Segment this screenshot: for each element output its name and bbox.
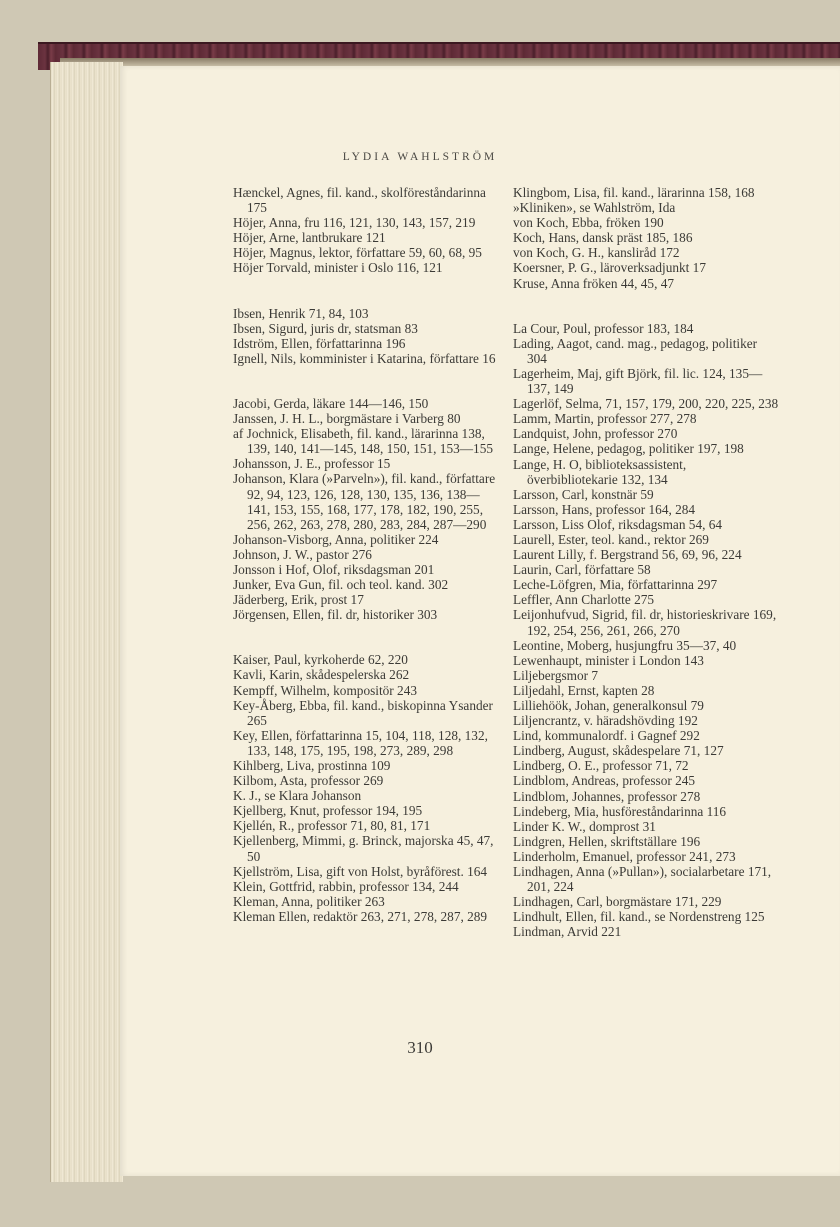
index-entry: Höjer, Magnus, lektor, författare 59, 60, 68, 95 bbox=[233, 245, 482, 261]
index-entry: Kaiser, Paul, kyrkoherde 62, 220 bbox=[233, 652, 408, 668]
index-entry: Lagerheim, Maj, gift Björk, fil. lic. 124, 135—137, 149 bbox=[513, 365, 763, 397]
index-group bbox=[233, 306, 500, 366]
index-entry: Leontine, Moberg, husjungfru 35—37, 40 bbox=[513, 637, 737, 653]
index-entry: Key-Åberg, Ebba, fil. kand., biskopinna Ysander 265 bbox=[233, 697, 493, 728]
index-entry: Ignell, Nils, komminister i Katarina, författare 16 bbox=[233, 350, 496, 366]
index-entry: Kleman Ellen, redaktör 263, 271, 278, 287, 289 bbox=[233, 908, 488, 924]
index-entry: La Cour, Poul, professor 183, 184 bbox=[513, 320, 694, 336]
index-entry: Lindblom, Andreas, professor 245 bbox=[513, 773, 696, 789]
index-entry: Leche-Löfgren, Mia, författarinna 297 bbox=[513, 577, 718, 593]
index-entry: Lewenhaupt, minister i London 143 bbox=[513, 652, 704, 668]
page-stack-edges bbox=[50, 62, 123, 1182]
index-entry: Jörgensen, Ellen, fil. dr, historiker 303 bbox=[233, 607, 438, 623]
index-entry: Linderholm, Emanuel, professor 241, 273 bbox=[513, 848, 736, 864]
index-entry: Kempff, Wilhelm, kompositör 243 bbox=[233, 682, 418, 698]
index-entry: Lange, H. O, biblioteksassistent, överbibliotekarie 132, 134 bbox=[513, 456, 687, 487]
index-entry: Kjellberg, Knut, professor 194, 195 bbox=[233, 803, 423, 819]
index-entry: K. J., se Klara Johanson bbox=[233, 788, 362, 804]
index-entry: Höjer, Arne, lantbrukare 121 bbox=[233, 230, 386, 246]
index-entry: Larsson, Liss Olof, riksdagsman 54, 64 bbox=[513, 516, 723, 532]
index-entry: Leffler, Ann Charlotte 275 bbox=[513, 592, 655, 608]
index-entry: Kavli, Karin, skådespelerska 262 bbox=[233, 667, 410, 683]
index-entry: Lindman, Arvid 221 bbox=[513, 924, 622, 940]
index-entry: Johanson, Klara (»Parveln»), fil. kand., författare 92, 94, 123, 126, 128, 130, 135, 136, 138—141, 153, 155, 168, 177, 178, 182, 190, 255, 256, 262, 263, 278, 280, 283, 284, 287—290 bbox=[233, 471, 496, 532]
index-entry: Landquist, John, professor 270 bbox=[513, 426, 678, 442]
index-entry: Koersner, P. G., läroverksadjunkt 17 bbox=[513, 260, 706, 276]
index-entry: Janssen, J. H. L., borgmästare i Varberg 80 bbox=[233, 411, 461, 427]
index-entry: Larsson, Hans, professor 164, 284 bbox=[513, 501, 696, 517]
index-entry: Key, Ellen, författarinna 15, 104, 118, 128, 132, 133, 148, 175, 195, 198, 273, 289, 298 bbox=[233, 727, 488, 758]
index-group bbox=[513, 185, 780, 291]
index-entry: Junker, Eva Gun, fil. och teol. kand. 302 bbox=[233, 577, 449, 593]
index-entry: Laurent Lilly, f. Bergstrand 56, 69, 96, 224 bbox=[513, 547, 742, 563]
index-entry: Höjer Torvald, minister i Oslo 116, 121 bbox=[233, 260, 443, 276]
index-entry: Kleman, Anna, politiker 263 bbox=[233, 893, 385, 909]
index-entry: Lading, Aagot, cand. mag., pedagog, politiker 304 bbox=[513, 335, 758, 366]
index-entry: von Koch, Ebba, fröken 190 bbox=[513, 215, 664, 231]
index-entry: Hænckel, Agnes, fil. kand., skolföreståndarinna 175 bbox=[233, 185, 486, 216]
index-entry: Johanson-Visborg, Anna, politiker 224 bbox=[233, 531, 439, 547]
index-entry: Johansson, J. E., professor 15 bbox=[233, 456, 391, 472]
index-entry: Höjer, Anna, fru 116, 121, 130, 143, 157, 219 bbox=[233, 215, 476, 231]
index-entry: Lagerlöf, Selma, 71, 157, 179, 200, 220, 225, 238 bbox=[513, 396, 779, 412]
index-entry: Lindgren, Hellen, skriftställare 196 bbox=[513, 833, 701, 849]
index-entry: Jacobi, Gerda, läkare 144—146, 150 bbox=[233, 395, 429, 411]
index-entry: Laurin, Carl, författare 58 bbox=[513, 562, 651, 578]
index-entry: Liljedahl, Ernst, kapten 28 bbox=[513, 682, 655, 698]
index-entry: Lindberg, O. E., professor 71, 72 bbox=[513, 758, 689, 774]
index-entry: Kruse, Anna fröken 44, 45, 47 bbox=[513, 275, 675, 291]
index-group bbox=[513, 321, 780, 940]
index-entry: Lamm, Martin, professor 277, 278 bbox=[513, 411, 697, 427]
index-group bbox=[233, 185, 500, 276]
index-entry: Klingbom, Lisa, fil. kand., lärarinna 158, 168 bbox=[513, 185, 755, 200]
index-entry: Larsson, Carl, konstnär 59 bbox=[513, 486, 654, 502]
index-column-right bbox=[513, 185, 780, 940]
index-entry: Lindeberg, Mia, husföreståndarinna 116 bbox=[513, 803, 727, 819]
index-entry: »Kliniken», se Wahlström, Ida bbox=[513, 200, 676, 216]
index-entry: von Koch, G. H., kansliråd 172 bbox=[513, 245, 680, 261]
index-entry: Liljebergsmor 7 bbox=[513, 667, 599, 683]
index-entry: Kihlberg, Liva, prostinna 109 bbox=[233, 758, 391, 773]
index-column-left bbox=[233, 185, 500, 924]
index-entry: Laurell, Ester, teol. kand., rektor 269 bbox=[513, 531, 709, 547]
index-entry: Ibsen, Sigurd, juris dr, statsman 83 bbox=[233, 320, 418, 336]
index-entry: Kjellström, Lisa, gift von Holst, byråförest. 164 bbox=[233, 863, 488, 879]
running-head: LYDIA WAHLSTRÖM bbox=[342, 151, 498, 163]
index-entry: Linder K. W., domprost 31 bbox=[513, 818, 656, 834]
index-entry: Lindhult, Ellen, fil. kand., se Nordenstreng 125 bbox=[513, 909, 765, 925]
index-entry: Lindhagen, Anna (»Pullan»), socialarbetare 171, 201, 224 bbox=[513, 864, 772, 895]
index-entry: Jäderberg, Erik, prost 17 bbox=[233, 592, 364, 608]
index-entry: Klein, Gottfrid, rabbin, professor 134, 244 bbox=[233, 878, 459, 894]
index-entry: Kjellén, R., professor 71, 80, 81, 171 bbox=[233, 818, 431, 834]
index-entry: Johnson, J. W., pastor 276 bbox=[233, 546, 372, 562]
page-number: 310 bbox=[407, 1038, 433, 1057]
index-group bbox=[233, 396, 500, 622]
index-entry: Lindberg, August, skådespelare 71, 127 bbox=[513, 743, 724, 759]
index-entry: Kjellenberg, Mimmi, g. Brinck, majorska 45, 47, 50 bbox=[233, 833, 494, 864]
index-entry: Lange, Helene, pedagog, politiker 197, 198 bbox=[513, 441, 744, 457]
index-entry: Leijonhufvud, Sigrid, fil. dr, historieskrivare 169, 192, 254, 256, 261, 266, 270 bbox=[513, 607, 777, 638]
index-entry: Ibsen, Henrik 71, 84, 103 bbox=[233, 305, 369, 321]
index-entry: Lind, kommunalordf. i Gagnef 292 bbox=[513, 728, 700, 744]
index-entry: Jonsson i Hof, Olof, riksdagsman 201 bbox=[233, 561, 435, 577]
index-entry: Liljencrantz, v. häradshövding 192 bbox=[513, 713, 698, 729]
index-entry: Kilbom, Asta, professor 269 bbox=[233, 773, 384, 789]
index-entry: Lindhagen, Carl, borgmästare 171, 229 bbox=[513, 894, 722, 910]
index-entry: Lilliehöök, Johan, generalkonsul 79 bbox=[513, 698, 704, 713]
index-entry: Koch, Hans, dansk präst 185, 186 bbox=[513, 230, 693, 246]
index-group bbox=[233, 652, 500, 924]
index-entry: Lindblom, Johannes, professor 278 bbox=[513, 788, 701, 804]
index-entry: Idström, Ellen, författarinna 196 bbox=[233, 335, 406, 351]
index-entry: af Jochnick, Elisabeth, fil. kand., lärarinna 138, 139, 140, 141—145, 148, 150, 151, 153—155 bbox=[233, 426, 493, 457]
